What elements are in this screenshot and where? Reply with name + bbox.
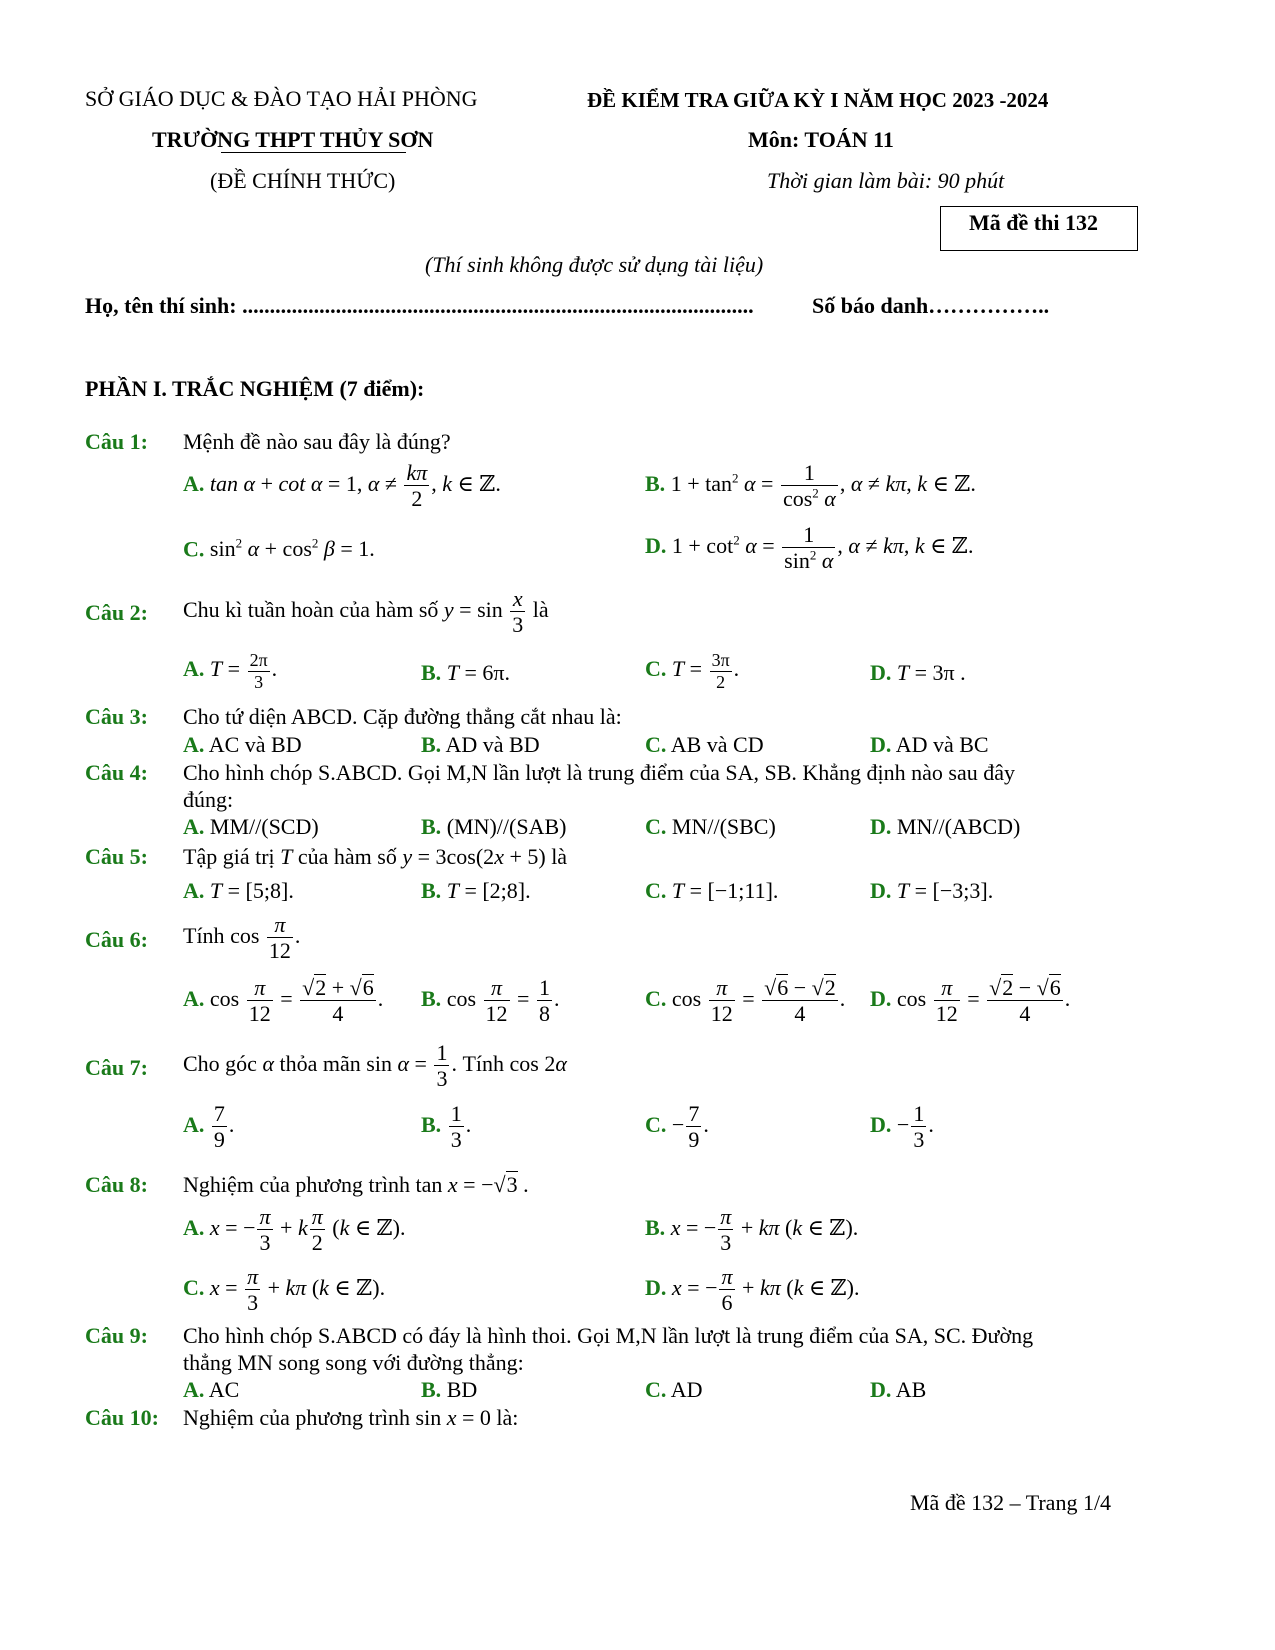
question-text-line2: đúng: [183, 787, 234, 812]
option-c: C. x = $\frac{\pi}{3}$ + kπ (k ∈ ℤ). [183, 1264, 386, 1316]
option-c: C. MN//(SBC) [645, 814, 776, 839]
option-a: A. cos $\frac{\pi}{12}$ = $\frac{√2 + √6}{4}$ . [183, 975, 384, 1027]
option-a: A. AC [183, 1377, 240, 1402]
option-c: C. T = [−1;11]. [645, 878, 779, 903]
math-expression: $\sin^2 \alpha + \cos^2 \beta = 1$. [209, 536, 375, 562]
question-label: Câu 5: [85, 844, 148, 869]
question-label: Câu 4: [85, 760, 148, 785]
question-text: Nghiệm của phương trình sin x = 0 là: [183, 1405, 519, 1430]
option-letter: C. [183, 536, 205, 562]
option-letter: B. [645, 470, 666, 496]
question-text-line2: thẳng MN song song với đường thẳng: [183, 1350, 524, 1375]
option-b: B. T = 6π. [421, 660, 510, 685]
exam-code: Mã đề thi 132 [969, 210, 1098, 235]
subject: Môn: TOÁN 11 [748, 127, 894, 152]
question-text: Cho tứ diện ABCD. Cặp đường thẳng cắt nhau là: [183, 704, 622, 729]
question-text: Chu kì tuần hoàn của hàm số y = sin $\frac{x}{3}$ là [183, 586, 549, 638]
option-c: C. AB và CD [645, 732, 764, 757]
option-d: D. T = 3π . [870, 660, 966, 685]
student-id-field: Số báo danh…………….. [812, 293, 1050, 318]
option-a [183, 460, 501, 512]
question-text: Mệnh đề nào sau đây là đúng? [183, 429, 451, 454]
question-label: Câu 7: [85, 1055, 148, 1080]
exam-time: Thời gian làm bài: 90 phút [767, 168, 1005, 193]
option-b: B. $\frac{1}{3}$ . [421, 1101, 472, 1153]
option-letter: D. [645, 532, 667, 558]
question-label: Câu 6: [85, 927, 148, 952]
exam-title: ĐỀ KIỂM TRA GIỮA KỲ I NĂM HỌC 2023 -2024 [587, 88, 1049, 112]
option-b: B. (MN)//(SAB) [421, 814, 567, 839]
question-label: Câu 9: [85, 1323, 148, 1348]
option-a: A. x = − $\frac{\pi}{3}$ + k $\frac{\pi}{2}$ (k ∈ ℤ). [183, 1204, 406, 1256]
option-b: B. x = − $\frac{\pi}{3}$ + kπ (k ∈ ℤ). [645, 1204, 859, 1256]
option-c: C. AD [645, 1377, 703, 1402]
official-label: (ĐỀ CHÍNH THỨC) [210, 168, 396, 193]
school-underline [221, 152, 406, 153]
question-label: Câu 8: [85, 1172, 148, 1197]
question-label: Câu 2: [85, 600, 148, 625]
school-name: TRƯỜNG THPT THỦY SƠN [152, 127, 434, 152]
question-text: Cho góc α thỏa mãn sin α = $\frac{1}{3}$ . Tính cos 2α [183, 1040, 567, 1092]
option-b: B. BD [421, 1377, 478, 1402]
option-c: C. cos $\frac{\pi}{12}$ = $\frac{√6 - √2}{4}$ . [645, 975, 846, 1027]
option-a: A. MM//(SCD) [183, 814, 319, 839]
question-label: Câu 10: [85, 1405, 159, 1430]
math-expression: tan α + cot α = 1, α ≠ $\frac{k\pi}{2}$ , k ∈ ℤ. [209, 460, 501, 512]
question-text: Tập giá trị T của hàm số y = 3cos(2x + 5) là [183, 844, 568, 869]
option-d: D. − $\frac{1}{3}$ . [870, 1101, 934, 1153]
option-a: A. T = $\frac{2\pi}{3}$ . [183, 650, 278, 692]
option-d: D. AB [870, 1377, 927, 1402]
option-a: A. T = [5;8]. [183, 878, 294, 903]
option-c [183, 536, 375, 562]
option-d: D. x = − $\frac{\pi}{6}$ + kπ (k ∈ ℤ). [645, 1264, 860, 1316]
department-name: SỞ GIÁO DỤC & ĐÀO TẠO HẢI PHÒNG [85, 86, 478, 111]
option-d: D. T = [−3;3]. [870, 878, 994, 903]
option-b [645, 460, 976, 512]
option-d: D. MN//(ABCD) [870, 814, 1021, 839]
option-c: C. T = $\frac{3\pi}{2}$ . [645, 650, 740, 692]
option-d: D. AD và BC [870, 732, 989, 757]
option-d [645, 522, 973, 574]
question-text: Tính cos $\frac{\pi}{12}$ . [183, 912, 301, 964]
question-text: Cho hình chóp S.ABCD có đáy là hình thoi. Gọi M,N lần lượt là trung điểm của SA, SC. Đường [183, 1323, 1034, 1348]
question-label: Câu 3: [85, 704, 148, 729]
question-text: Cho hình chóp S.ABCD. Gọi M,N lần lượt là trung điểm của SA, SB. Khẳng định nào sau đây [183, 760, 1016, 785]
math-expression: $1 + \tan^2 \alpha$ = $\frac{1}{\cos^2 \alpha}$ , α ≠ kπ, k ∈ ℤ. [670, 460, 976, 512]
option-b: B. AD và BD [421, 732, 540, 757]
option-d: D. cos $\frac{\pi}{12}$ = $\frac{√2 - √6}{4}$ . [870, 975, 1071, 1027]
math-expression: $1 + \cot^2 \alpha$ = $\frac{1}{\sin^2 \alpha}$ , α ≠ kπ, k ∈ ℤ. [671, 522, 974, 574]
option-b: B. T = [2;8]. [421, 878, 531, 903]
question-text: Nghiệm của phương trình tan x = −√3 . [183, 1172, 529, 1197]
student-name-field: Họ, tên thí sinh: ............................................................................................. [85, 293, 754, 318]
option-a: A. AC và BD [183, 732, 302, 757]
option-letter: A. [183, 470, 205, 496]
question-label: Câu 1: [85, 429, 148, 454]
option-b: B. cos $\frac{\pi}{12}$ = $\frac{1}{8}$ . [421, 975, 560, 1027]
option-c: C. − $\frac{7}{9}$ . [645, 1101, 709, 1153]
option-a: A. $\frac{7}{9}$ . [183, 1101, 235, 1153]
exam-note: (Thí sinh không được sử dụng tài liệu) [425, 252, 764, 277]
section-title: PHẦN I. TRẮC NGHIỆM (7 điểm): [85, 376, 425, 401]
page-footer: Mã đề 132 – Trang 1/4 [910, 1490, 1112, 1515]
